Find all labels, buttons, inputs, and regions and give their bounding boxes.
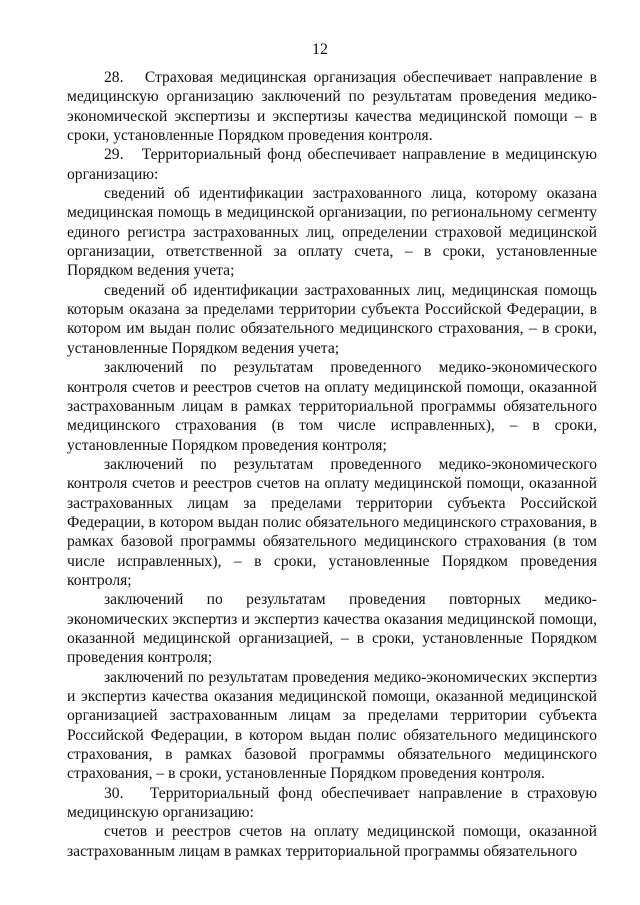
page-number: 12 — [312, 41, 328, 58]
paragraph-28: 28. Страховая медицинская организация обеспечивает направление в медицинскую организацию заключений по результатам проведения медико-экономической экспертизы и экспертизы качества медицинской помощи – в сроки, установленные Порядком проведения контроля. — [67, 69, 597, 145]
list-item-expertise-out-of-region: заключений по результатам проведения медико-экономических экспертиз и экспертиз качества оказания медицинской помощи, оказанной медицинской организацией застрахованным лицам за пределами территории субъекта Российской Федерации, в котором выдан полис обязательного медицинского страхования, в рамках базовой программы обязательного медицинского страхования, – в сроки, установленные Порядком проведения контроля. — [67, 668, 597, 783]
list-item-invoices: счетов и реестров счетов на оплату медицинской помощи, оказанной застрахованным лицам в рамках территориальной программы обязательного — [67, 823, 597, 860]
list-item-identification-out-of-region: сведений об идентификации застрахованных лиц, медицинская помощь которым оказана за пределами территории субъекта Российской Федерации, в котором им выдан полис обязательного медицинского страхования, – в сроки, установленные Порядком ведения учета; — [67, 281, 597, 357]
list-item-repeat-expertise: заключений по результатам проведения повторных медико-экономических экспертиз и экспертиз качества оказания медицинской помощи, оказанной медицинской организацией, – в сроки, установленные Порядком проведения контроля; — [67, 591, 597, 667]
document-body — [67, 68, 597, 861]
list-item-mek-out-of-region: заключений по результатам проведенного медико-экономического контроля счетов и реестров счетов на оплату медицинской помощи, оказанной застрахованных лицам за пределами территории субъекта Российской Федерации, в котором выдан полис обязательного медицинского страхования, в рамках базовой программы обязательного медицинского страхования (в том числе исправленных), – в сроки, установленные Порядком проведения контроля; — [67, 455, 597, 589]
list-item-identification-insured: сведений об идентификации застрахованного лица, которому оказана медицинская помощь в медицинской организации, по региональному сегменту единого регистра застрахованных лиц, определении страховой медицинской организации, ответственной за оплату счета, – в сроки, установленные Порядком ведения учета; — [67, 185, 597, 280]
list-item-mek-territorial: заключений по результатам проведенного медико-экономического контроля счетов и реестров счетов на оплату медицинской помощи, оказанной застрахованным лицам в рамках территориальной программы обязательного медицинского страхования (в том числе исправленных), – в сроки, установленные Порядком проведения контроля; — [67, 359, 597, 454]
paragraph-29: 29. Территориальный фонд обеспечивает направление в медицинскую организацию: — [67, 146, 597, 183]
paragraph-30: 30. Территориальный фонд обеспечивает направление в страховую медицинскую организацию: — [67, 784, 597, 822]
